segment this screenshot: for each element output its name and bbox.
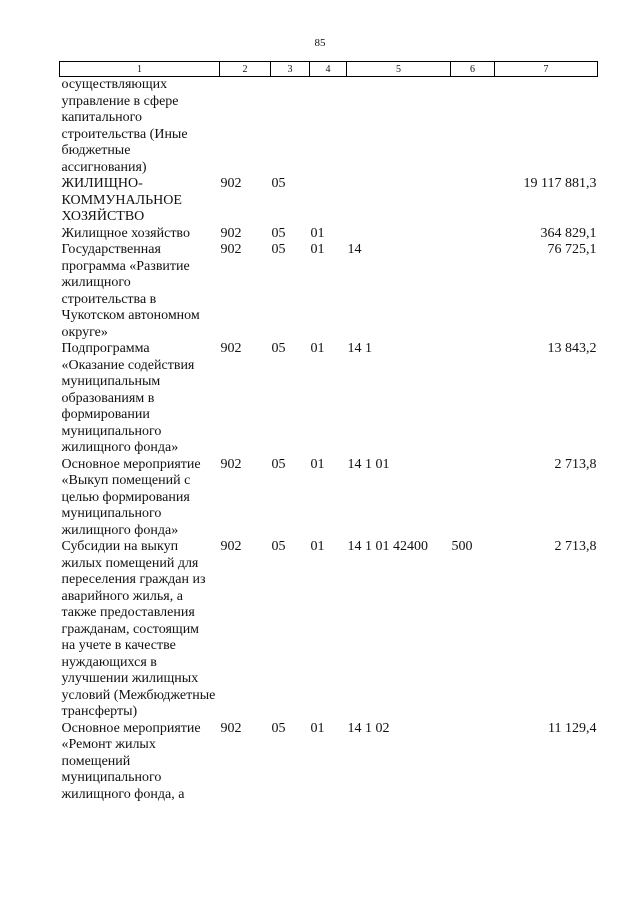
header-col-7: 7 bbox=[495, 62, 598, 77]
row-expense-type bbox=[451, 176, 495, 226]
table-body bbox=[60, 77, 598, 804]
row-section-code: 05 bbox=[271, 176, 286, 191]
row-name: ЖИЛИЩНО-КОММУНАЛЬНОЕ ХОЗЯЙСТВО bbox=[61, 176, 182, 224]
row-subsection-code: 01 bbox=[310, 456, 325, 472]
header-col-2: 2 bbox=[220, 62, 271, 77]
table-row bbox=[60, 176, 598, 226]
row-target-code bbox=[347, 226, 451, 243]
page-number: 85 bbox=[314, 37, 326, 49]
row-target-code: 14 1 02 bbox=[347, 720, 390, 736]
row-admin-code: 902 bbox=[220, 720, 242, 736]
row-amount: 76 725,1 bbox=[547, 242, 597, 257]
row-amount: 13 843,2 bbox=[547, 341, 597, 356]
row-amount: 2 713,8 bbox=[554, 456, 597, 472]
row-section-code: 05 bbox=[271, 539, 286, 554]
row-section-code: 05 bbox=[271, 225, 286, 241]
table-row bbox=[60, 341, 598, 457]
budget-table bbox=[59, 61, 598, 803]
row-target-code bbox=[347, 77, 451, 177]
row-subsection-code bbox=[310, 176, 347, 226]
row-name: Жилищное хозяйство bbox=[61, 225, 190, 241]
row-admin-code: 902 bbox=[220, 242, 242, 257]
row-target-code: 14 1 bbox=[347, 341, 372, 356]
row-subsection-code: 01 bbox=[310, 341, 325, 356]
row-expense-type bbox=[451, 721, 495, 804]
row-admin-code: 902 bbox=[220, 341, 242, 356]
row-target-code: 14 1 01 42400 bbox=[347, 539, 428, 554]
row-expense-type bbox=[451, 226, 495, 243]
row-section-code: 05 bbox=[271, 456, 286, 472]
row-section-code: 05 bbox=[271, 720, 286, 736]
row-amount: 364 829,1 bbox=[540, 225, 597, 241]
header-row bbox=[60, 62, 598, 77]
table-row bbox=[60, 457, 598, 540]
row-admin-code: 902 bbox=[220, 176, 242, 191]
row-expense-type: 500 bbox=[451, 539, 473, 554]
row-target-code bbox=[347, 176, 451, 226]
row-admin-code: 902 bbox=[220, 456, 242, 472]
row-expense-type bbox=[451, 242, 495, 341]
row-expense-type bbox=[451, 341, 495, 457]
row-name: Основное мероприятие «Ремонт жилых помещений муниципального жилищного фонда, а bbox=[61, 720, 201, 802]
row-amount: 11 129,4 bbox=[548, 720, 597, 736]
row-section-code: 05 bbox=[271, 242, 286, 257]
row-name: Основное мероприятие «Выкуп помещений с целью формирования муниципального жилищного фонда» bbox=[61, 456, 201, 538]
row-admin-code: 902 bbox=[220, 225, 242, 241]
row-target-code: 14 bbox=[347, 242, 362, 257]
row-name: Государственная программа «Развитие жилищного строительства в Чукотском автономном округе» bbox=[61, 242, 200, 340]
row-expense-type bbox=[451, 457, 495, 540]
row-name: осуществляющих управление в сфере капитального строительства (Иные бюджетные ассигнования) bbox=[61, 77, 188, 175]
row-subsection-code: 01 bbox=[310, 225, 325, 241]
table-row bbox=[60, 721, 598, 804]
row-section-code bbox=[271, 77, 310, 177]
header-col-5: 5 bbox=[347, 62, 451, 77]
row-name: Субсидии на выкуп жилых помещений для переселения граждан из аварийного жилья, а также предоставления гражданам, состоящим на учете в качестве нуждающихся в улучшении жилищных условий (Межбюджетные трансферты) bbox=[61, 539, 216, 719]
row-section-code: 05 bbox=[271, 341, 286, 356]
row-subsection-code: 01 bbox=[310, 539, 325, 554]
row-admin-code: 902 bbox=[220, 539, 242, 554]
table-row bbox=[60, 226, 598, 243]
header-col-1: 1 bbox=[60, 62, 220, 77]
row-subsection-code bbox=[310, 77, 347, 177]
row-target-code: 14 1 01 bbox=[347, 456, 390, 472]
row-name: Подпрограмма «Оказание содействия муниципальным образованиям в формировании муниципального жилищного фонда» bbox=[61, 341, 195, 455]
table-header bbox=[60, 62, 598, 77]
table-row bbox=[60, 539, 598, 721]
row-subsection-code: 01 bbox=[310, 720, 325, 736]
header-col-4: 4 bbox=[310, 62, 347, 77]
table-row bbox=[60, 242, 598, 341]
row-subsection-code: 01 bbox=[310, 242, 325, 257]
header-col-6: 6 bbox=[451, 62, 495, 77]
row-admin-code bbox=[220, 77, 271, 177]
table-row bbox=[60, 77, 598, 177]
row-amount: 2 713,8 bbox=[554, 539, 597, 554]
row-expense-type bbox=[451, 77, 495, 177]
row-amount: 19 117 881,3 bbox=[523, 176, 597, 191]
header-col-3: 3 bbox=[271, 62, 310, 77]
row-amount bbox=[495, 77, 598, 177]
